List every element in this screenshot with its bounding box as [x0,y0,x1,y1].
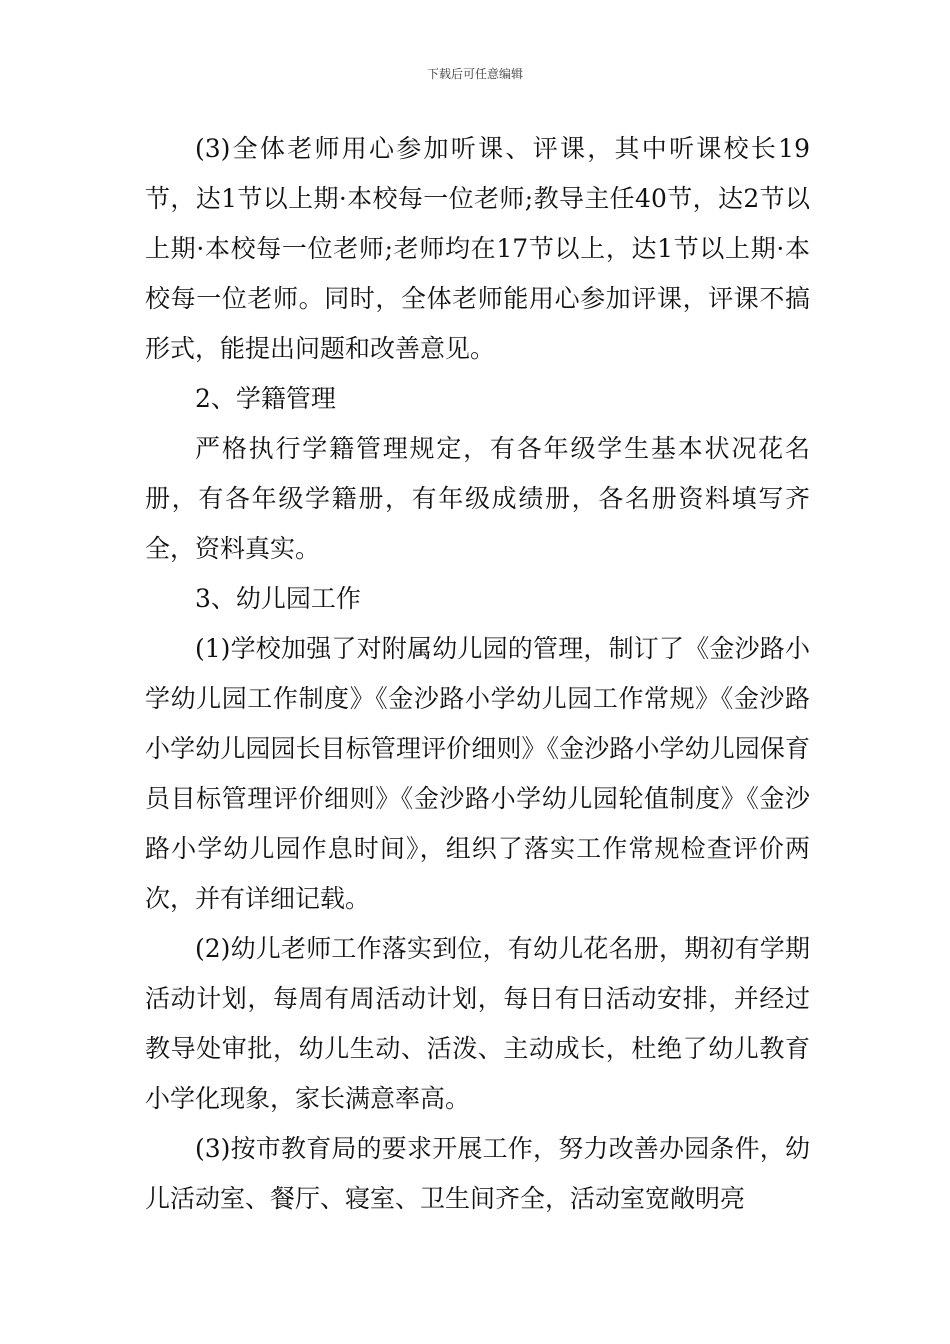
paragraph-lesson-observation: (3)全体老师用心参加听课、评课，其中听课校长19节，达1节以上期·本校每一位老师;教导主任40节，达2节以上期·本校每一位老师;老师均在17节以上，达1节以上期·本校每一位老师。同时，全体老师能用心参加评课，评课不搞形式，能提出问题和改善意见。 [145,134,810,363]
section-heading-kindergarten: 3、幼儿园工作 [195,584,361,613]
section-heading-student-records: 2、学籍管理 [195,384,336,413]
paragraph-student-records: 严格执行学籍管理规定，有各年级学生基本状况花名册，有各年级学籍册，有年级成绩册，各名册资料填写齐全，资料真实。 [145,434,810,563]
document-body [145,124,810,1224]
paragraph-kindergarten-management: (1)学校加强了对附属幼儿园的管理，制订了《金沙路小学幼儿园工作制度》《金沙路小学幼儿园工作常规》《金沙路小学幼儿园园长目标管理评价细则》《金沙路小学幼儿园保育员目标管理评价细则》《金沙路小学幼儿园轮值制度》《金沙路小学幼儿园作息时间》，组织了落实工作常规检查评价两次，并有详细记载。 [145,634,810,913]
paragraph-kindergarten-teachers: (2)幼儿老师工作落实到位，有幼儿花名册，期初有学期活动计划，每周有周活动计划，每日有日活动安排，并经过教导处审批，幼儿生动、活泼、主动成长，杜绝了幼儿教育小学化现象，家长满意率高。 [145,934,810,1113]
page-header-note: 下载后可任意编辑 [426,67,523,81]
paragraph-kindergarten-facilities: (3)按市教育局的要求开展工作，努力改善办园条件，幼儿活动室、餐厅、寝室、卫生间齐全，活动室宽敞明亮 [145,1134,810,1213]
